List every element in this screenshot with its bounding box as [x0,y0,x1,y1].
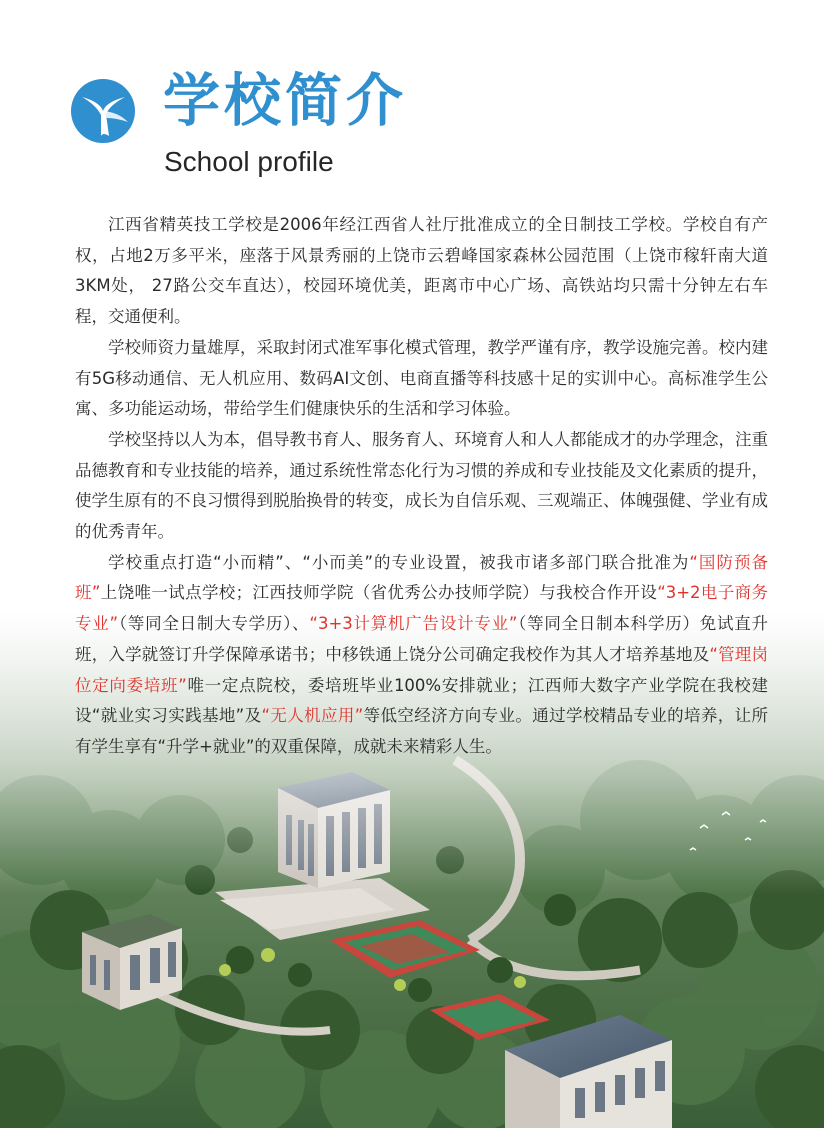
paragraph [75,210,768,333]
highlighted-program-name: “3+3计算机广告设计专业” [309,614,518,634]
paragraph [75,425,768,548]
paragraph-text: （等同全日制大专学历）、 [118,614,310,634]
highlighted-program-name: “管理岗位定向委培班” [75,644,768,695]
paragraph-text: 学校重点打造“小而精”、“小而美”的专业设置，被我市诸多部门联合批准为 [108,552,690,572]
page-subtitle: School profile [164,146,334,177]
school-emblem-icon [70,78,136,144]
paragraph-text: 江西省精英技工学校是2006年经江西省人社厅批准成立的全日制技工学校。学校自有产权，占地2万多平米，座落于风景秀丽的上饶市云碧峰国家森林公园范围（上饶市稼轩南大道3KM处， 27路公交车直达），校园环境优美，距离市中心广场、高铁站均只需十分钟左右车程，交通便利。 [75,215,768,327]
paragraph-text: 唯一定点院校，委培班毕业100%安排就业；江西师大数字产业学院在我校建设“就业实习实践基地”及 [75,675,768,726]
school-profile-text [75,210,768,763]
paragraph-text: 等低空经济方向专业。通过学校精品专业的培养，让所有学生享有“升学+就业”的双重保障，成就未来精彩人生。 [75,706,768,756]
highlighted-program-name: “国防预备班” [75,552,768,603]
paragraph-text: （等同全日制本科学历）免试直升班，入学就签订升学保障承诺书；中移铁通上饶分公司确定我校作为其人才培养基地及 [75,614,768,664]
paragraph-text: 学校师资力量雄厚，采取封闭式准军事化模式管理，教学严谨有序，教学设施完善。校内建有5G移动通信、无人机应用、数码AI文创、电商直播等科技感十足的实训中心。高标准学生公寓、多功能运动场，带给学生们健康快乐的生活和学习体验。 [75,337,768,419]
page-title: 学校简介 [163,68,407,134]
highlighted-program-name: “无人机应用” [261,706,364,726]
paragraph-text: 上饶唯一试点学校；江西技师学院（省优秀公办技师学院）与我校合作开设 [100,583,658,603]
paragraph [75,333,768,425]
paragraph [75,548,768,763]
paragraph-text: 学校坚持以人为本，倡导教书育人、服务育人、环境育人和人人都能成才的办学理念，注重品德教育和专业技能的培养，通过系统性常态化行为习惯的养成和专业技能及文化素质的提升，使学生原有的不良习惯得到脱胎换骨的转变，成长为自信乐观、三观端正、体魄强健、学业有成的优秀青年。 [75,429,768,542]
highlighted-program-name: “3+2电子商务专业” [75,583,768,634]
